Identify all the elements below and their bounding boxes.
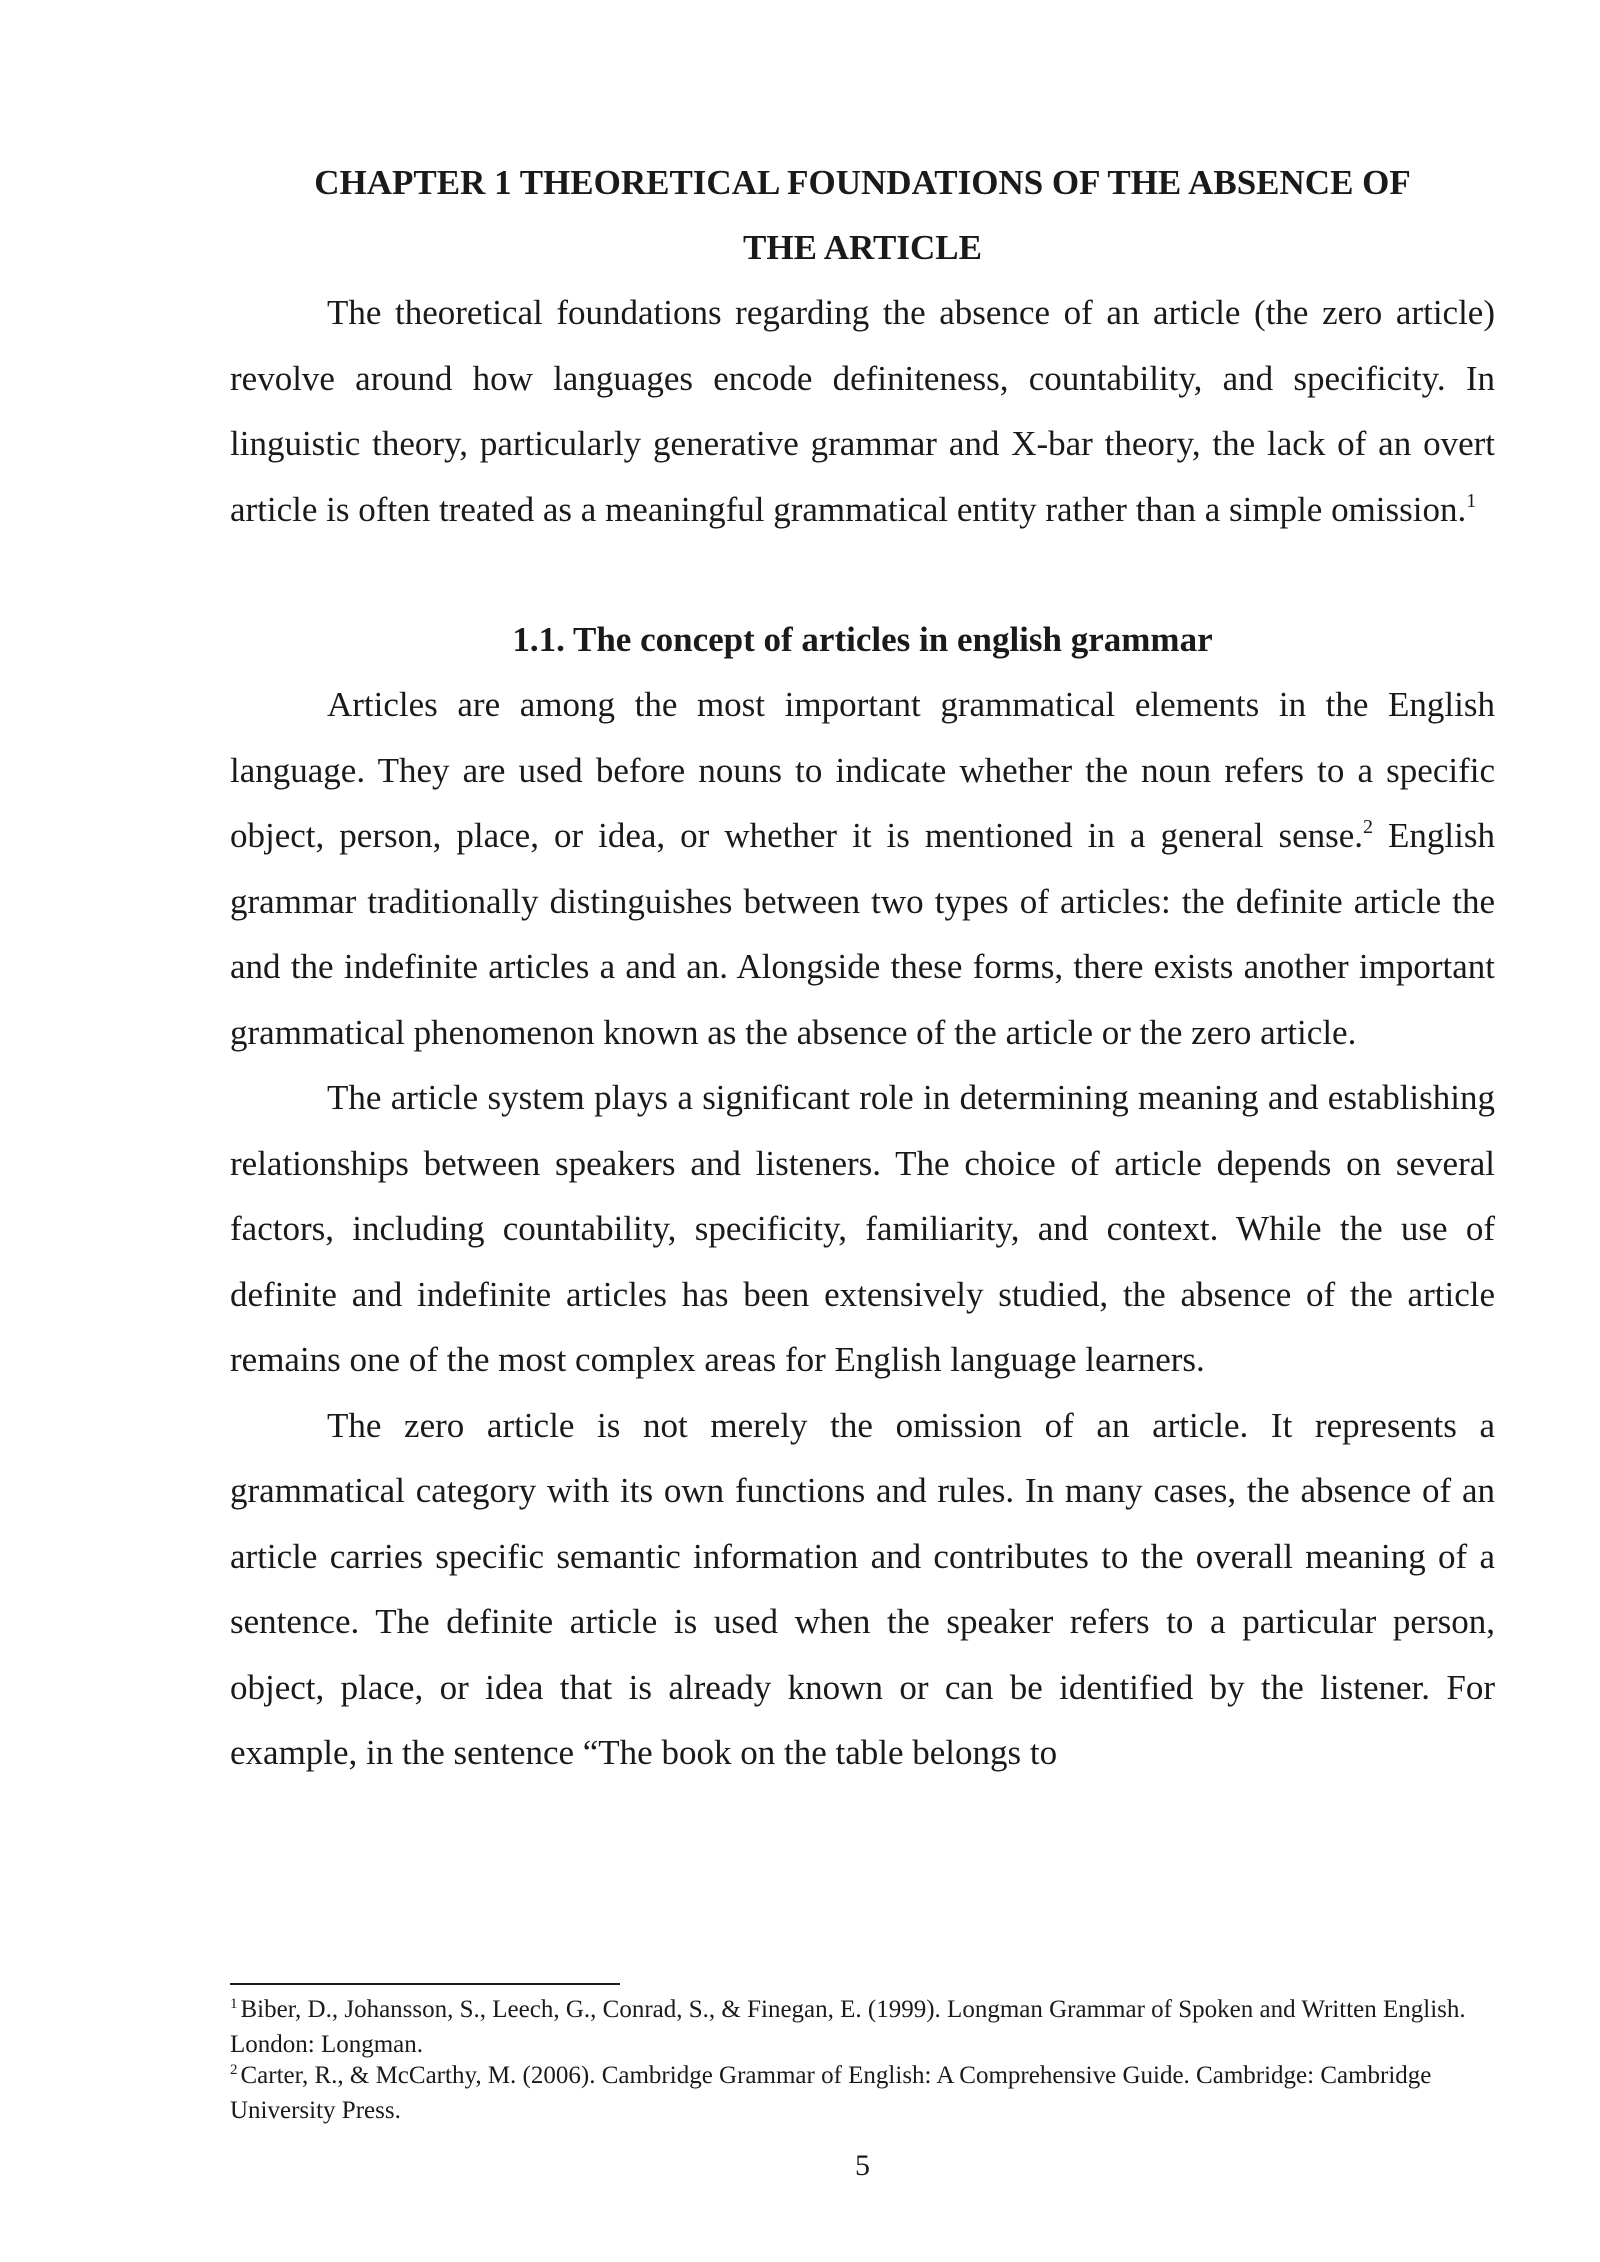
footnote-2 <box>230 2060 1495 2126</box>
footnote-reference-2[interactable]: 2 <box>1363 816 1374 838</box>
page-body <box>230 150 1495 1786</box>
body-paragraph-2: The article system plays a significant role in determining meaning and establishing relationships between speakers and listeners. The choice of article depends on several factors, including countability, specificity, familiarity, and context. While the use of definite and indefinite articles has been extensively studied, the absence of the article remains one of the most complex areas for English language learners. <box>230 1078 1495 1379</box>
intro-paragraph <box>230 280 1495 542</box>
footnotes <box>230 1994 1495 2126</box>
intro-paragraph-text: The theoretical foundations regarding the absence of an article (the zero article) revolve around how languages encode definiteness, countability, and specificity. In linguistic theory, particularly generative grammar and X-bar theory, the lack of an overt article is often treated as a meaningful grammatical entity rather than a simple omission. <box>230 293 1495 529</box>
body-paragraph-1-part-1: Articles are among the most important grammatical elements in the English language. They are used before nouns to indicate whether the noun refers to a specific object, person, place, or idea, or whether it is mentioned in a general sense. <box>230 685 1495 855</box>
footnote-separator <box>230 1983 620 1985</box>
body-paragraph-3: The zero article is not merely the omission of an article. It represents a grammatical category with its own functions and rules. In many cases, the absence of an article carries specific semantic information and contributes to the overall meaning of a sentence. The definite article is used when the speaker refers to a particular person, object, place, or idea that is already known or can be identified by the listener. For example, in the sentence “The book on the table belongs to <box>230 1405 1495 1772</box>
chapter-title <box>230 150 1495 280</box>
chapter-title-line-1: CHAPTER 1 THEORETICAL FOUNDATIONS OF THE ABSENCE OF <box>314 163 1411 202</box>
section-title: 1.1. The concept of articles in english grammar <box>512 620 1213 659</box>
chapter-title-line-2: THE ARTICLE <box>743 228 982 267</box>
footnote-2-text: Carter, R., & McCarthy, M. (2006). Cambridge Grammar of English: A Comprehensive Guide. Cambridge: Cambridge University Press. <box>230 2062 1432 2124</box>
footnote-1-mark: 1 <box>230 1996 238 2012</box>
footnote-1 <box>230 1994 1495 2060</box>
footnote-reference-1[interactable]: 1 <box>1466 489 1477 512</box>
footnote-1-text: Biber, D., Johansson, S., Leech, G., Conrad, S., & Finegan, E. (1999). Longman Grammar of Spoken and Written English. London: Longman. <box>230 1996 1466 2058</box>
body-paragraph-1-part-2: English grammar traditionally distinguishes between two types of articles: the definite article the and the indefinite articles a and an. Alongside these forms, there exists another important grammatical phenomenon known as the absence of the article or the zero article. <box>230 816 1495 1052</box>
body-paragraph-1 <box>230 672 1495 1065</box>
page-number: 5 <box>855 2149 870 2182</box>
footnote-2-mark: 2 <box>230 2062 238 2078</box>
